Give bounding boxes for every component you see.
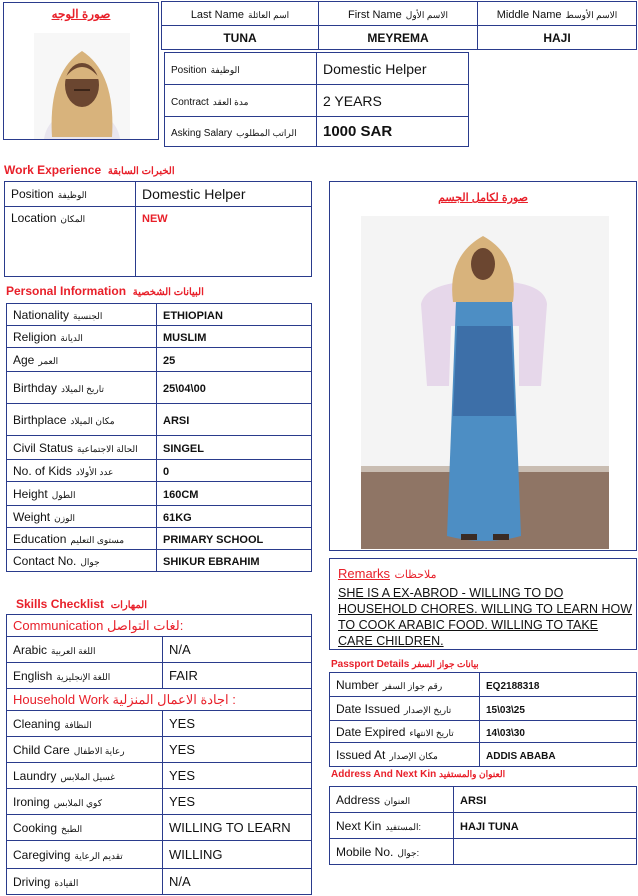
household-heading-row	[7, 689, 312, 711]
passport-label: Date Expired تاريخ الانتهاء	[330, 721, 480, 743]
face-photo-box	[3, 2, 159, 140]
middle-name-label: Middle Name الاسم الأوسط	[478, 2, 637, 26]
passport-row	[330, 721, 637, 743]
personal-label: Height الطول	[7, 482, 157, 506]
remarks-label-ar: ملاحظات	[394, 569, 437, 581]
household-heading: Household Work اجادة الاعمال المنزلية :	[7, 689, 312, 711]
remarks-label: Remarks	[338, 566, 391, 581]
work-position-label: Position الوظيفة	[5, 182, 136, 207]
address-table	[329, 786, 637, 865]
personal-label: Religion الديانة	[7, 326, 157, 348]
passport-label: Number رقم جواز السفر	[330, 673, 480, 697]
communication-label: Arabic اللغة العربية	[7, 637, 163, 663]
personal-value: 0	[157, 460, 312, 482]
full-photo-label: صورة لكامل الجسم	[438, 192, 528, 204]
personal-row	[7, 550, 312, 572]
communication-heading: Communication لغات التواصل:	[7, 615, 312, 637]
household-value: WILLING TO LEARN	[163, 815, 312, 841]
household-row	[7, 789, 312, 815]
position-label: Position الوظيفة	[165, 53, 317, 85]
remarks-text: SHE IS A EX-ABROD - WILLING TO DO HOUSEHOLD CHORES. WILLING TO LEARN HOW TO COOK ARABIC FOOD. WILLING TO TAKE CARE CHILDREN.	[338, 586, 633, 648]
communication-row	[7, 637, 312, 663]
middle-name-value: HAJI	[478, 26, 637, 50]
contract-label: Contract مدة العقد	[165, 85, 317, 117]
personal-label: Age العمر	[7, 348, 157, 372]
communication-row	[7, 663, 312, 689]
personal-value: 25	[157, 348, 312, 372]
personal-value: 25\04\00	[157, 372, 312, 404]
household-value: WILLING	[163, 841, 312, 869]
personal-row	[7, 506, 312, 528]
personal-label: Birthplace مكان الميلاد	[7, 404, 157, 436]
household-row	[7, 869, 312, 895]
household-value: YES	[163, 763, 312, 789]
name-table	[161, 1, 637, 50]
personal-label: Education مستوى التعليم	[7, 528, 157, 550]
household-value: YES	[163, 711, 312, 737]
remarks-box	[329, 558, 637, 650]
passport-row	[330, 697, 637, 721]
address-title: Address And Next Kin العنوان والمستفيد	[331, 769, 506, 780]
skills-title: Skills Checklist المهارات	[16, 597, 148, 611]
address-value: HAJI TUNA	[454, 813, 637, 839]
personal-row	[7, 304, 312, 326]
household-value: YES	[163, 789, 312, 815]
last-name-label: Last Name اسم العائلة	[162, 2, 319, 26]
passport-title: Passport Details بيانات جواز السفر	[331, 659, 479, 670]
personal-info-table	[6, 303, 312, 572]
address-row	[330, 839, 637, 865]
position-value: Domestic Helper	[317, 53, 469, 85]
personal-row	[7, 460, 312, 482]
passport-label: Date Issued تاريخ الإصدار	[330, 697, 480, 721]
passport-value: EQ2188318	[480, 673, 637, 697]
passport-value: ADDIS ABABA	[480, 743, 637, 767]
work-position-value: Domestic Helper	[136, 182, 312, 207]
household-row	[7, 737, 312, 763]
address-label: Address العنوان	[330, 787, 454, 813]
household-value: YES	[163, 737, 312, 763]
work-location-label: Location المكان	[5, 207, 136, 277]
personal-value: 160CM	[157, 482, 312, 506]
personal-row	[7, 482, 312, 506]
household-label: Cleaning النظافة	[7, 711, 163, 737]
skills-table	[6, 614, 312, 895]
personal-label: No. of Kids عدد الأولاد	[7, 460, 157, 482]
passport-row	[330, 743, 637, 767]
personal-row	[7, 436, 312, 460]
personal-value: ARSI	[157, 404, 312, 436]
full-body-photo	[361, 216, 609, 549]
personal-row	[7, 372, 312, 404]
personal-info-title: Personal Information البيانات الشخصية	[6, 284, 204, 298]
personal-value: MUSLIM	[157, 326, 312, 348]
communication-value: N/A	[163, 637, 312, 663]
communication-label: English اللغة الإنجليزية	[7, 663, 163, 689]
household-value: N/A	[163, 869, 312, 895]
salary-value: 1000 SAR	[317, 117, 469, 147]
face-photo	[34, 33, 130, 139]
address-label: Mobile No. جوال:	[330, 839, 454, 865]
personal-row	[7, 348, 312, 372]
passport-row	[330, 673, 637, 697]
personal-row	[7, 528, 312, 550]
job-table	[164, 52, 469, 147]
address-row	[330, 787, 637, 813]
personal-value: PRIMARY SCHOOL	[157, 528, 312, 550]
address-value	[454, 839, 637, 865]
passport-table	[329, 672, 637, 767]
face-photo-label: صورة الوجه	[51, 7, 111, 21]
household-label: Caregiving تقديم الرعاية	[7, 841, 163, 869]
personal-row	[7, 404, 312, 436]
work-experience-table	[4, 181, 312, 277]
personal-row	[7, 326, 312, 348]
work-location-value: NEW	[136, 207, 312, 277]
personal-label: Contact No. جوال	[7, 550, 157, 572]
passport-value: 15\03\25	[480, 697, 637, 721]
personal-label: Nationality الجنسية	[7, 304, 157, 326]
address-row	[330, 813, 637, 839]
work-experience-title: Work Experience الخبرات السابقة	[4, 163, 175, 177]
salary-label: Asking Salary الراتب المطلوب	[165, 117, 317, 147]
address-label: Next Kin المستفيد:	[330, 813, 454, 839]
household-label: Child Care رعاية الاطفال	[7, 737, 163, 763]
communication-value: FAIR	[163, 663, 312, 689]
household-row	[7, 841, 312, 869]
personal-value: ETHIOPIAN	[157, 304, 312, 326]
household-label: Laundry غسيل الملابس	[7, 763, 163, 789]
full-photo-box	[329, 181, 637, 551]
household-label: Ironing كوي الملابس	[7, 789, 163, 815]
communication-heading-row	[7, 615, 312, 637]
household-row	[7, 711, 312, 737]
personal-label: Birthday تاريخ الميلاد	[7, 372, 157, 404]
personal-label: Weight الوزن	[7, 506, 157, 528]
first-name-value: MEYREMA	[319, 26, 478, 50]
personal-value: SINGEL	[157, 436, 312, 460]
household-label: Cooking الطبخ	[7, 815, 163, 841]
personal-value: 61KG	[157, 506, 312, 528]
passport-value: 14\03\30	[480, 721, 637, 743]
address-value: ARSI	[454, 787, 637, 813]
household-row	[7, 815, 312, 841]
personal-value: SHIKUR EBRAHIM	[157, 550, 312, 572]
first-name-label: First Name الاسم الأول	[319, 2, 478, 26]
personal-label: Civil Status الحالة الاجتماعية	[7, 436, 157, 460]
household-row	[7, 763, 312, 789]
household-label: Driving القيادة	[7, 869, 163, 895]
passport-label: Issued At مكان الإصدار	[330, 743, 480, 767]
contract-value: 2 YEARS	[317, 85, 469, 117]
last-name-value: TUNA	[162, 26, 319, 50]
